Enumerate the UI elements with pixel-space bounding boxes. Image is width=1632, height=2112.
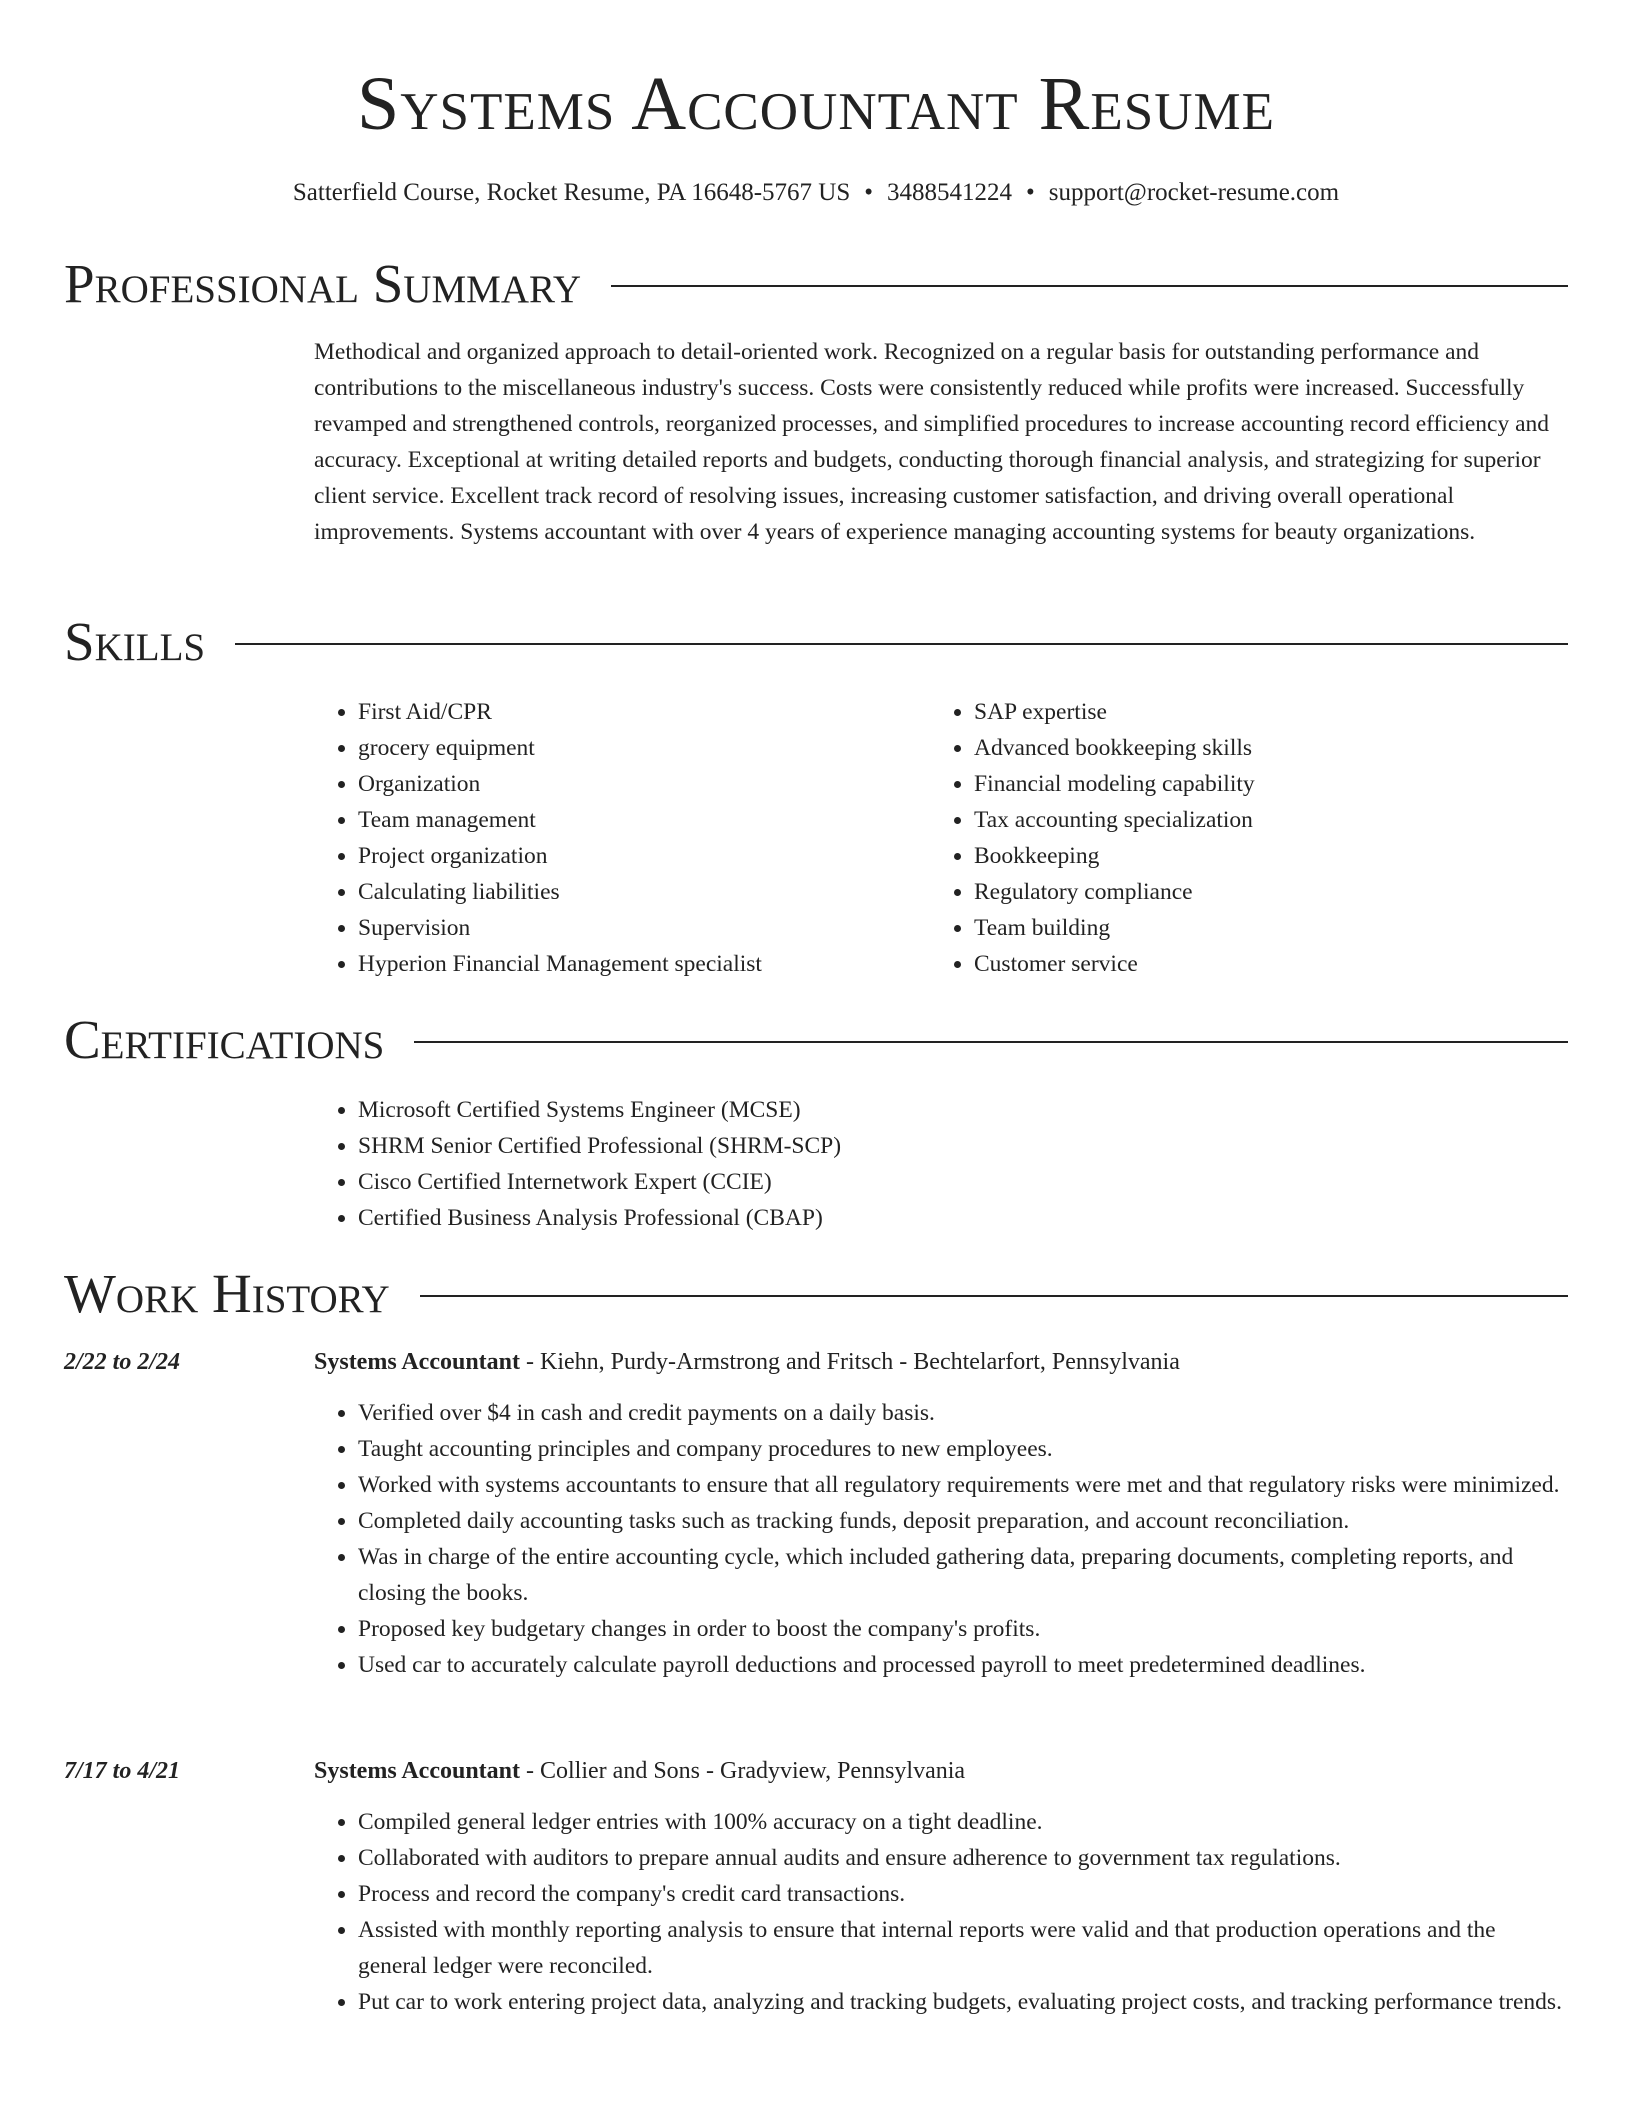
skill-item: • Organization <box>358 766 930 802</box>
resume-page <box>64 0 1568 2015</box>
certification-item: • Microsoft Certified Systems Engineer (MCSE) <box>358 1092 1568 1128</box>
job-dates: 2/22 to 2/24 <box>64 1349 181 1375</box>
job-duty-item: • Put car to work entering project data, analyzing and tracking budgets, evaluating project costs, and tracking performance trends. <box>358 1984 1568 2020</box>
job-role: Systems Accountant <box>314 1758 521 1784</box>
skills-column-right <box>930 694 1546 982</box>
summary-text: Methodical and organized approach to detail-oriented work. Recognized on a regular basis for outstanding performance and contributions to the miscellaneous industry's success. Costs were consistently reduced while profits were increased. Successfully revamped and strengthened controls, reorganized processes, and simplified procedures to increase accounting record efficiency and accuracy. Exceptional at writing detailed reports and budgets, conducting thorough financial analysis, and strategizing for superior client service. Excellent track record of resolving issues, increasing customer satisfaction, and driving overall operational improvements. Systems accountant with over 4 years of experience managing accounting systems for beauty organizations. <box>314 339 1550 545</box>
contact-phone: 3488541224 <box>887 179 1013 206</box>
job-heading <box>314 1754 1568 1788</box>
job-duty-item: • Verified over $4 in cash and credit payments on a daily basis. <box>358 1395 1568 1431</box>
contact-email: support@rocket-resume.com <box>1048 179 1340 206</box>
skill-item: • grocery equipment <box>358 730 930 766</box>
job-dates: 7/17 to 4/21 <box>64 1758 181 1784</box>
job-role: Systems Accountant <box>314 1349 521 1375</box>
certification-item: • Cisco Certified Internetwork Expert (CCIE) <box>358 1164 1568 1200</box>
certifications-section-title: Certifications <box>64 1009 385 1070</box>
skill-item: • Calculating liabilities <box>358 874 930 910</box>
resume-title: Systems Accountant Resume <box>357 62 1275 146</box>
certification-item: • SHRM Senior Certified Professional (SHRM-SCP) <box>358 1128 1568 1164</box>
job-duty-item: • Was in charge of the entire accounting cycle, which included gathering data, preparing documents, completing reports, and closing the books. <box>358 1539 1568 1611</box>
job-heading <box>314 1345 1568 1379</box>
section-divider <box>420 1295 1568 1297</box>
skill-item: • Tax accounting specialization <box>974 802 1546 838</box>
job-duty-item: • Completed daily accounting tasks such as tracking funds, deposit preparation, and account reconciliation. <box>358 1503 1568 1539</box>
skills-list <box>314 694 1568 982</box>
job-duties <box>314 1395 1568 1683</box>
work-section-header <box>64 1264 1568 1324</box>
contact-separator: • <box>864 179 874 206</box>
skill-item: • Supervision <box>358 910 930 946</box>
skill-item: • Customer service <box>974 946 1546 982</box>
skill-item: • Team management <box>358 802 930 838</box>
section-divider <box>611 285 1568 287</box>
summary-section-title: Professional Summary <box>64 253 582 314</box>
work-section-title: Work History <box>64 1263 390 1324</box>
skill-item: • Financial modeling capability <box>974 766 1546 802</box>
section-divider <box>235 643 1568 645</box>
job-duty-item: • Taught accounting principles and company procedures to new employees. <box>358 1431 1568 1467</box>
certifications-list <box>314 1092 1568 1236</box>
job-details: - Kiehn, Purdy-Armstrong and Fritsch - Bechtelarfort, Pennsylvania <box>520 1349 1180 1375</box>
skill-item: • Team building <box>974 910 1546 946</box>
job-duty-item: • Assisted with monthly reporting analysis to ensure that internal reports were valid and that production operations and the general ledger were reconciled. <box>358 1912 1568 1984</box>
contact-separator: • <box>1026 179 1035 206</box>
skills-section-header <box>64 612 1568 672</box>
job-duty-item: • Used car to accurately calculate payroll deductions and processed payroll to meet predetermined deadlines. <box>358 1647 1568 1683</box>
job-duty-item: • Proposed key budgetary changes in order to boost the company's profits. <box>358 1611 1568 1647</box>
skills-section-title: Skills <box>64 611 206 672</box>
certifications-section-header <box>64 1010 1568 1070</box>
section-divider <box>414 1041 1568 1043</box>
summary-section-header <box>64 254 1568 314</box>
job-duty-item: • Worked with systems accountants to ensure that all regulatory requirements were met and that regulatory risks were minimized. <box>358 1467 1568 1503</box>
contact-line <box>64 178 1568 208</box>
certification-item: • Certified Business Analysis Professional (CBAP) <box>358 1200 1568 1236</box>
skill-item: • Bookkeeping <box>974 838 1546 874</box>
skill-item: • Advanced bookkeeping skills <box>974 730 1546 766</box>
skill-item: • First Aid/CPR <box>358 694 930 730</box>
skills-column-left <box>314 694 930 982</box>
job-details: - Collier and Sons - Gradyview, Pennsylvania <box>520 1758 966 1784</box>
job-duty-item: • Collaborated with auditors to prepare annual audits and ensure adherence to government tax regulations. <box>358 1840 1568 1876</box>
skill-item: • Project organization <box>358 838 930 874</box>
contact-address: Satterfield Course, Rocket Resume, PA 16648-5767 US <box>292 179 851 206</box>
job-duty-item: • Compiled general ledger entries with 100% accuracy on a tight deadline. <box>358 1804 1568 1840</box>
skill-item: • SAP expertise <box>974 694 1546 730</box>
job-duty-item: • Process and record the company's credit card transactions. <box>358 1876 1568 1912</box>
skill-item: • Regulatory compliance <box>974 874 1546 910</box>
job-duties <box>314 1804 1568 2020</box>
skill-item: • Hyperion Financial Management specialist <box>358 946 930 982</box>
